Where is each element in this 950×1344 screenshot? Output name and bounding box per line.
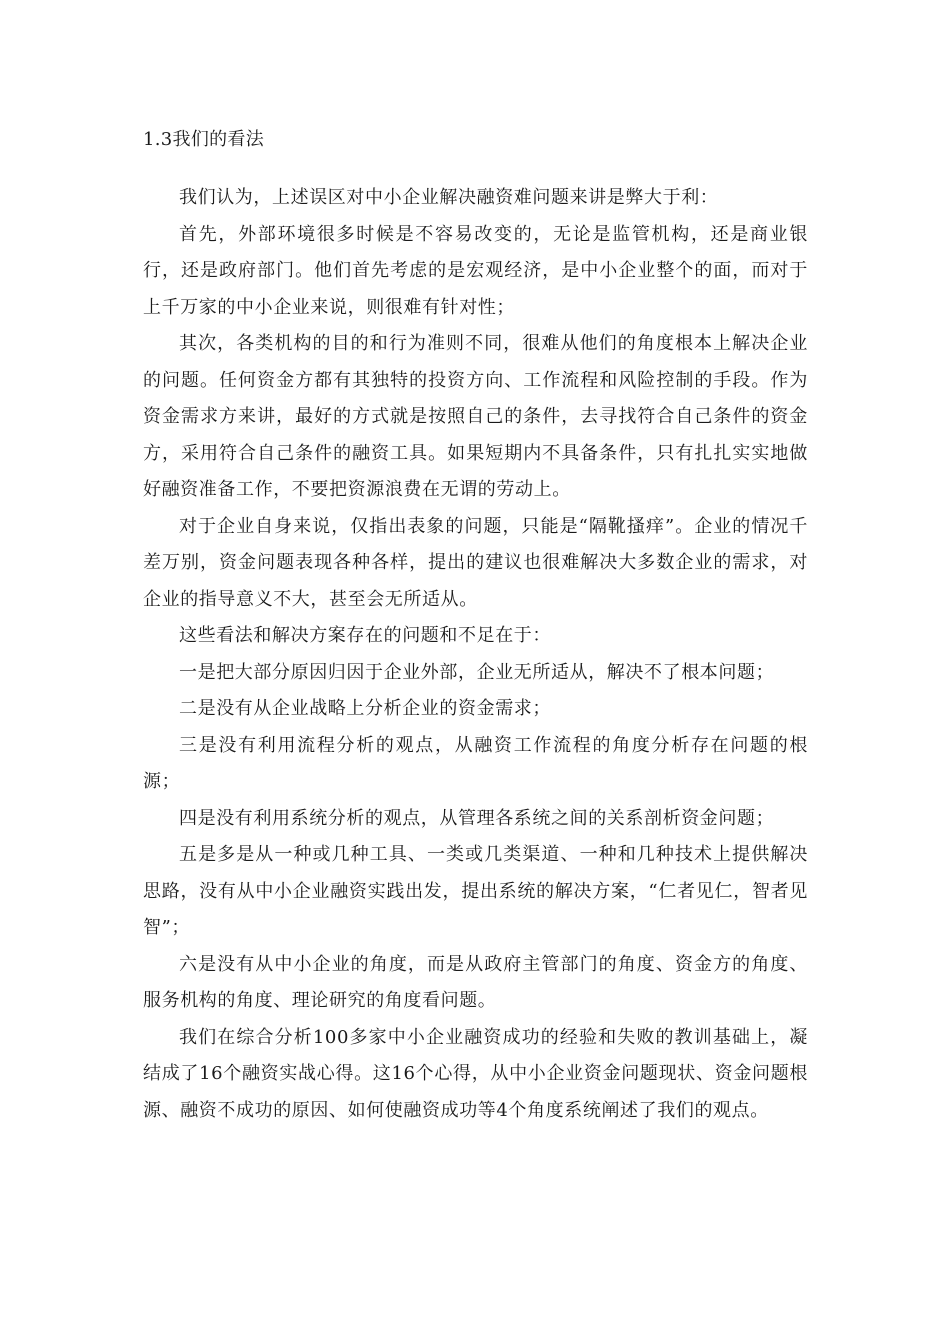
paragraph-point-three: 三是没有利用流程分析的观点，从融资工作流程的角度分析存在问题的根源； bbox=[143, 734, 808, 792]
paragraph-shortcomings-intro: 这些看法和解决方案存在的问题和不足在于： bbox=[179, 625, 551, 646]
body-text bbox=[143, 180, 808, 1129]
paragraph-point-six: 六是没有从中小企业的角度，而是从政府主管部门的角度、资金方的角度、服务机构的角度、理论研究的角度看问题。 bbox=[143, 953, 808, 1011]
paragraph-second: 其次，各类机构的目的和行为准则不同，很难从他们的角度根本上解决企业的问题。任何资金方都有其独特的投资方向、工作流程和风险控制的手段。作为资金需求方来讲，最好的方式就是按照自己的条件，去寻找符合自己条件的资金方，采用符合自己条件的融资工具。如果短期内不具备条件，只有扎扎实实地做好融资准备工作，不要把资源浪费在无谓的劳动上。 bbox=[143, 333, 808, 500]
paragraph-enterprise: 对于企业自身来说，仅指出表象的问题，只能是“隔靴搔痒”。企业的情况千差万别，资金问题表现各种各样，提出的建议也很难解决大多数企业的需求，对企业的指导意义不大，甚至会无所适从。 bbox=[143, 515, 808, 610]
paragraph-conclusion: 我们在综合分析100多家中小企业融资成功的经验和失败的教训基础上，凝结成了16个融资实战心得。这16个心得，从中小企业资金问题现状、资金问题根源、融资不成功的原因、如何使融资成功等4个角度系统阐述了我们的观点。 bbox=[143, 1026, 808, 1121]
section-heading: 1.3我们的看法 bbox=[143, 129, 265, 150]
paragraph-point-four: 四是没有利用系统分析的观点，从管理各系统之间的关系剖析资金问题； bbox=[179, 807, 775, 829]
paragraph-intro: 我们认为，上述误区对中小企业解决融资难问题来讲是弊大于利： bbox=[179, 187, 719, 208]
paragraph-point-five: 五是多是从一种或几种工具、一类或几类渠道、一种和几种技术上提供解决思路，没有从中小企业融资实践出发，提出系统的解决方案，“仁者见仁，智者见智”； bbox=[143, 844, 808, 938]
paragraph-first: 首先，外部环境很多时候是不容易改变的，无论是监管机构，还是商业银行，还是政府部门。他们首先考虑的是宏观经济，是中小企业整个的面，而对于上千万家的中小企业来说，则很难有针对性； bbox=[143, 223, 808, 318]
paragraph-point-one: 一是把大部分原因归因于企业外部，企业无所适从，解决不了根本问题； bbox=[179, 661, 775, 683]
paragraph-point-two: 二是没有从企业战略上分析企业的资金需求； bbox=[179, 698, 551, 719]
